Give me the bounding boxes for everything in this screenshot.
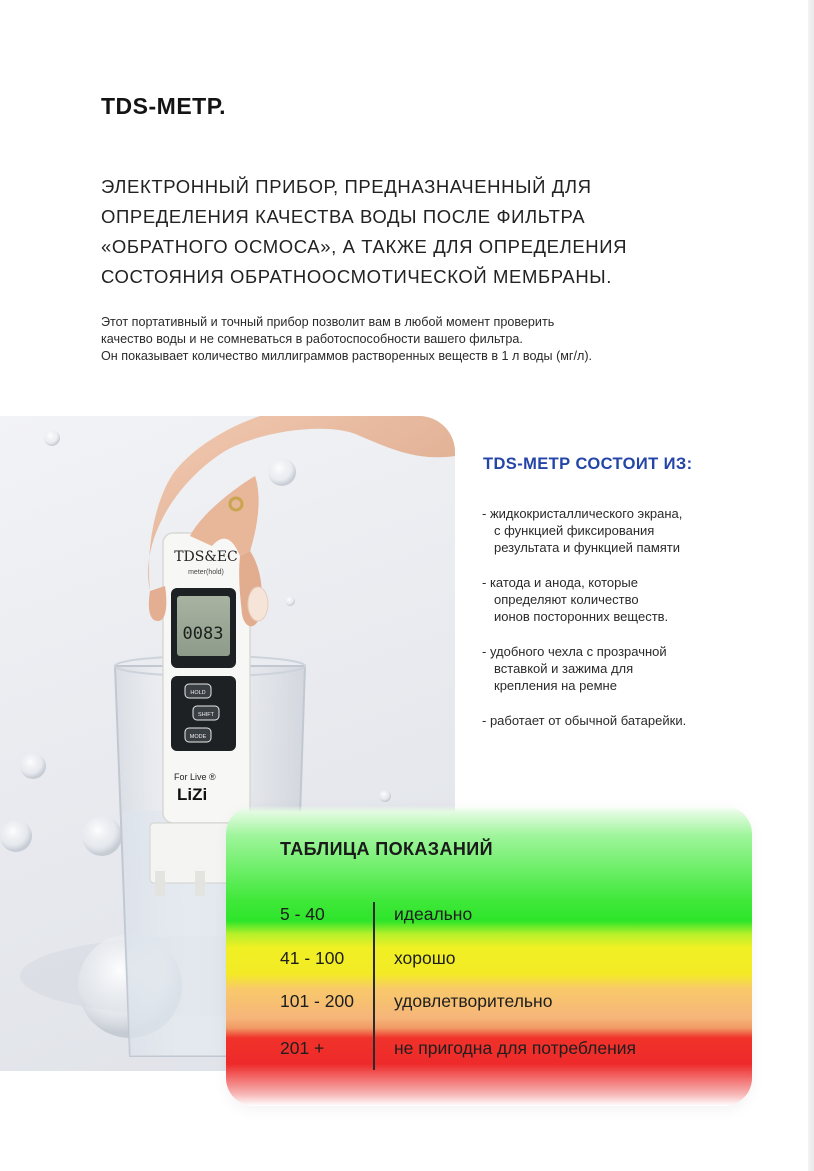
composition-line: вставкой и зажима для xyxy=(494,661,634,676)
lead-line: ЭЛЕКТРОННЫЙ ПРИБОР, ПРЕДНАЗНАЧЕННЫЙ ДЛЯ xyxy=(101,176,592,197)
reading-range: 201 + xyxy=(280,1038,325,1058)
reading-label: хорошо xyxy=(394,948,456,968)
composition-line: - жидкокристаллического экрана, xyxy=(482,506,683,521)
shift-button-label: SHIFT xyxy=(198,712,214,718)
lead-line: ОПРЕДЕЛЕНИЯ КАЧЕСТВА ВОДЫ ПОСЛЕ ФИЛЬТРА xyxy=(101,206,586,227)
composition-line: определяют количество xyxy=(494,592,639,607)
composition-line: результата и функцией памяти xyxy=(494,540,681,555)
display-value: 0083 xyxy=(182,624,224,644)
table-row xyxy=(226,904,752,934)
composition-line: ионов посторонних веществ. xyxy=(494,609,669,624)
description-line: качество воды и не сомневаться в работоспособности вашего фильтра. xyxy=(101,332,523,346)
mode-button-label: MODE xyxy=(189,734,207,740)
table-row xyxy=(226,991,752,1021)
lead-paragraph xyxy=(101,172,741,292)
bubble-icon xyxy=(0,820,32,852)
composition-line: - катода и анода, которые xyxy=(482,575,638,590)
reading-range: 41 - 100 xyxy=(280,948,345,968)
reading-label: идеально xyxy=(394,904,473,924)
product-logo: LiZi xyxy=(177,785,208,804)
composition-heading: TDS-МЕТР СОСТОИТ ИЗ: xyxy=(483,455,693,473)
table-row xyxy=(226,948,752,978)
page-edge xyxy=(808,0,814,1171)
hold-button-label: HOLD xyxy=(190,690,206,696)
composition-item xyxy=(482,643,782,694)
composition-list xyxy=(482,505,782,747)
composition-item xyxy=(482,574,782,625)
table-row xyxy=(226,1038,752,1068)
reading-label: удовлетворительно xyxy=(394,991,553,1011)
reading-range: 101 - 200 xyxy=(280,991,354,1011)
description-line: Этот портативный и точный прибор позволит вам в любой момент проверить xyxy=(101,315,555,329)
product-line: For Live ® xyxy=(174,772,216,782)
description-paragraph xyxy=(101,314,741,365)
readings-table-title: ТАБЛИЦА ПОКАЗАНИЙ xyxy=(280,839,493,859)
lead-line: «ОБРАТНОГО ОСМОСА», А ТАКЖЕ ДЛЯ ОПРЕДЕЛЕНИЯ xyxy=(101,236,628,257)
composition-line: - работает от обычной батарейки. xyxy=(482,713,687,728)
lead-line: СОСТОЯНИЯ ОБРАТНООСМОТИЧЕСКОЙ МЕМБРАНЫ. xyxy=(101,266,613,287)
composition-line: крепления на ремне xyxy=(494,678,617,693)
reading-range: 5 - 40 xyxy=(280,904,325,924)
bubble-icon xyxy=(82,816,122,856)
bubble-icon xyxy=(285,596,295,606)
composition-line: с функцией фиксирования xyxy=(494,523,655,538)
reading-label: не пригодна для потребления xyxy=(394,1038,637,1058)
composition-item xyxy=(482,505,782,556)
page-title: TDS-МЕТР. xyxy=(101,93,226,119)
description-line: Он показывает количество миллиграммов растворенных веществ в 1 л воды (мг/л). xyxy=(101,349,593,363)
bubble-icon xyxy=(379,790,391,802)
device-brand: TDS&EC xyxy=(174,549,238,565)
readings-table xyxy=(226,806,752,1106)
device-model: meter(hold) xyxy=(188,569,224,576)
bubble-icon xyxy=(44,430,60,446)
composition-line: - удобного чехла с прозрачной xyxy=(482,644,667,659)
bubble-icon xyxy=(268,458,296,486)
composition-item xyxy=(482,712,782,729)
bubble-icon xyxy=(20,753,46,779)
